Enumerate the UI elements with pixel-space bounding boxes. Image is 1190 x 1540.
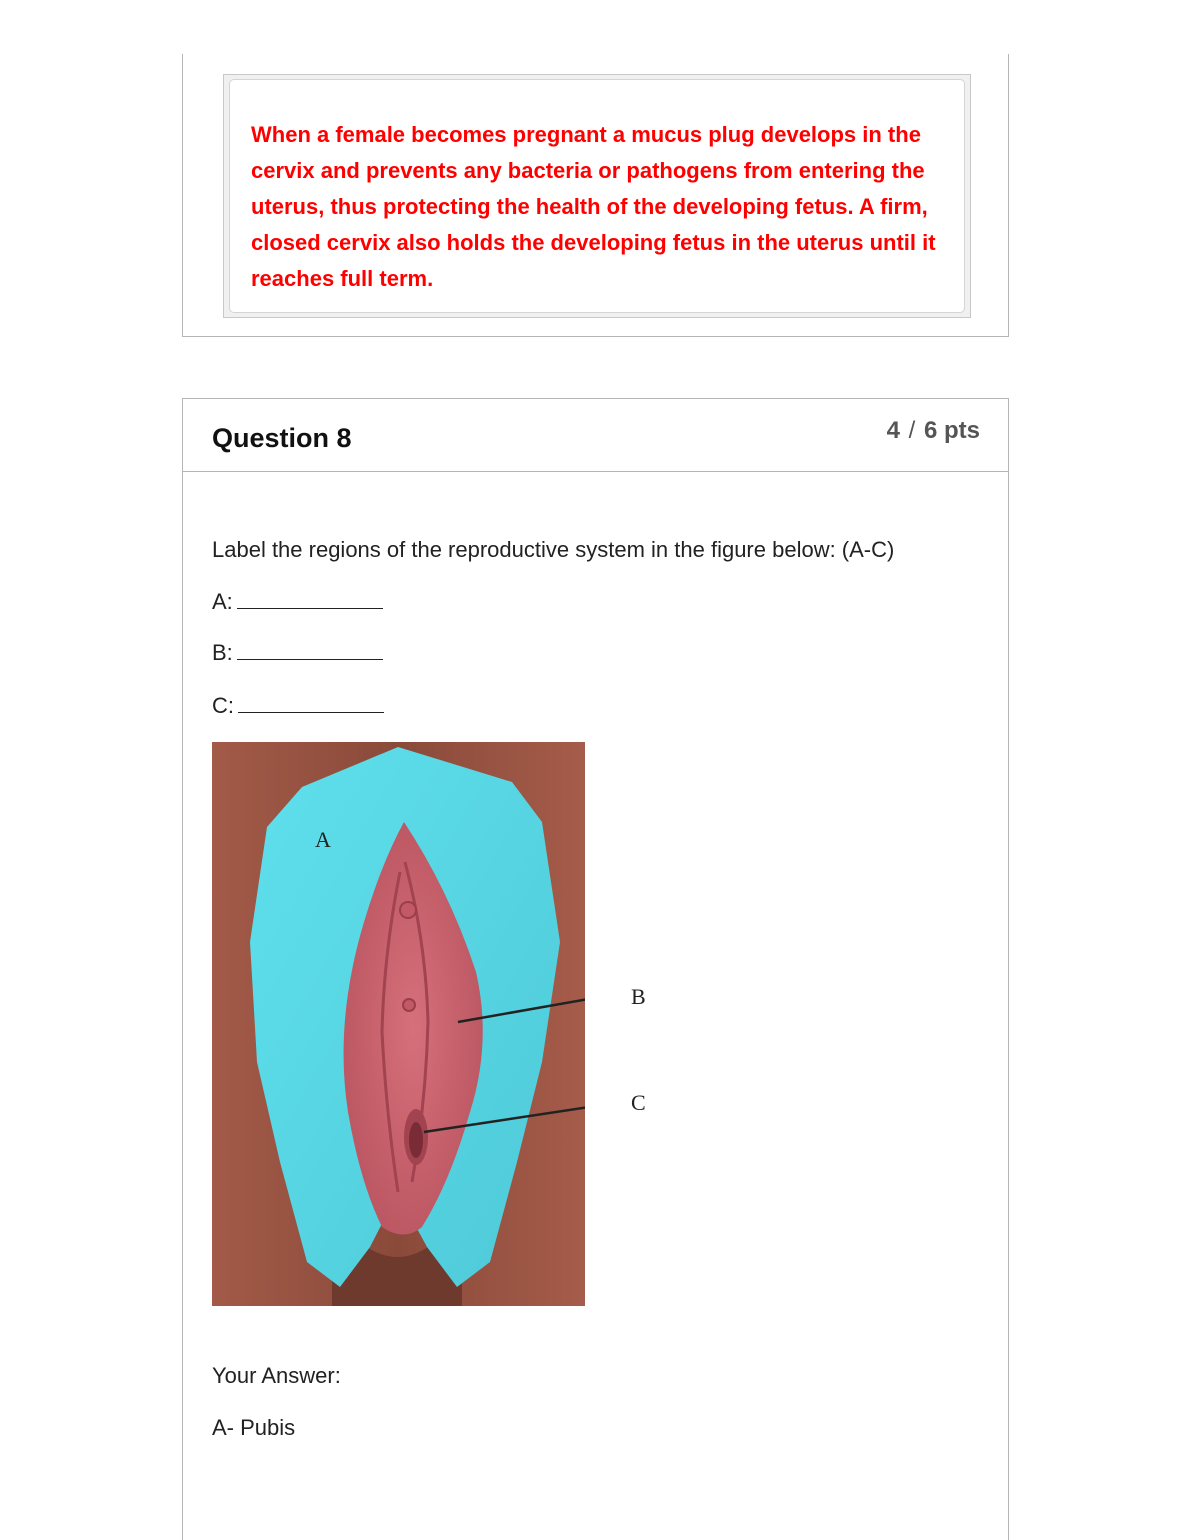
points-possible: 6 pts — [923, 417, 980, 444]
clitoris-shape — [400, 902, 416, 918]
blank-row-b — [212, 640, 383, 666]
points-separator: / — [908, 417, 916, 444]
blank-label: C: — [212, 693, 234, 718]
question-title: Question 8 — [212, 423, 352, 453]
blank-row-a — [212, 589, 383, 615]
vaginal-opening-inner — [409, 1122, 423, 1158]
points-earned: 4 — [886, 417, 900, 444]
figure-label-b: B — [631, 984, 646, 1009]
feedback-comment-inner — [229, 79, 965, 313]
urethral-opening-shape — [403, 999, 415, 1011]
anatomy-figure — [212, 742, 646, 1306]
your-answer-label: Your Answer: — [212, 1363, 341, 1388]
feedback-comment — [223, 74, 971, 318]
question-points — [887, 417, 980, 445]
blank-row-c — [212, 693, 384, 719]
answer-line-a: A- Pubis — [212, 1415, 296, 1440]
feedback-text: When a female becomes pregnant a mucus plug develops in the cervix and prevents any bacteria or pathogens from entering the uterus, thus protecting the health of the developing fetus. A firm, closed cervix also holds the developing fetus in the uterus until it reaches full term. — [251, 122, 936, 291]
blank-line — [237, 643, 383, 660]
blank-line — [238, 696, 384, 713]
question-card — [182, 398, 1009, 1540]
blank-label: B: — [212, 640, 233, 665]
blank-line — [237, 592, 383, 609]
question-prompt: Label the regions of the reproductive system in the figure below: (A-C) — [212, 537, 895, 562]
question-header — [183, 399, 1008, 472]
figure-label-a: A — [315, 827, 331, 852]
previous-question-card — [182, 54, 1009, 337]
blank-label: A: — [212, 589, 233, 614]
figure-label-c: C — [631, 1090, 646, 1115]
anatomy-illustration — [212, 742, 585, 1306]
